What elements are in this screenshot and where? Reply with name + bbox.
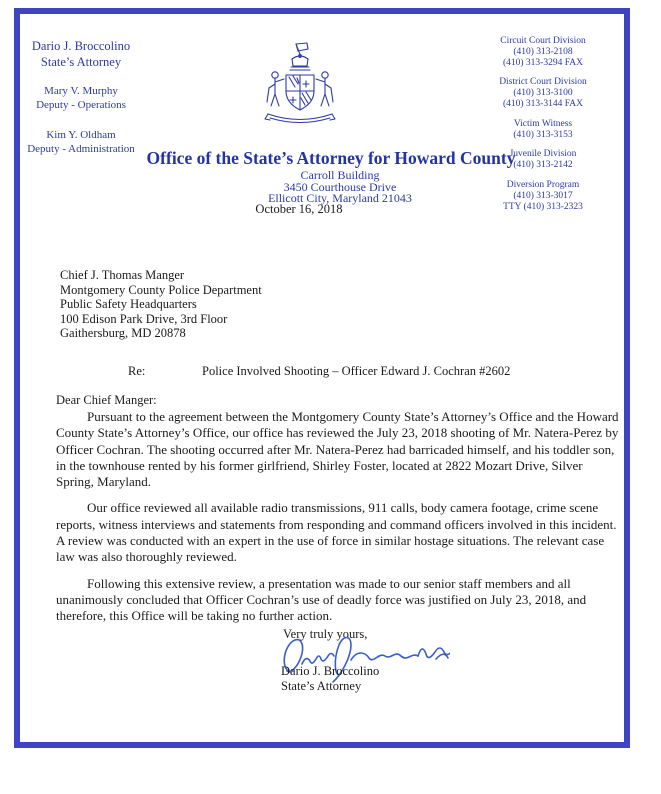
body-paragraph: Following this extensive review, a presentation was made to our senior staff members and all unanimously concluded that Officer Cochran’s use of deadly force was justified on July 23, 2018, and therefore, this Office will be taking no further action.: [56, 575, 587, 624]
division-phone: (410) 313-3017: [513, 190, 573, 201]
official-title: Deputy - Administration: [27, 143, 135, 155]
division-name: Juvenile Division: [509, 149, 577, 160]
official-title: State’s Attorney: [40, 55, 122, 69]
official-name: Mary V. Murphy: [44, 85, 118, 97]
subject-text: Police Involved Shooting – Officer Edward J. Cochran #2602: [202, 364, 511, 378]
division-name: Circuit Court Division: [500, 36, 586, 46]
body-paragraph: Our office reviewed all available radio transmissions, 911 calls, body camera footage, crime scene reports, witness interviews and statements from responding and command officers involved in this incident. A review was conducted with an expert in the use of force in similar hostage situations. The relevant case law was also thoroughly reviewed.: [56, 500, 617, 565]
division-name: Diversion Program: [506, 179, 580, 190]
letter-body: [56, 409, 622, 635]
division-entry: [476, 119, 610, 141]
division-fax: (410) 313-3144 FAX: [502, 98, 584, 109]
division-tty: TTY (410) 313-2323: [503, 201, 583, 212]
recipient-line: Montgomery County Police Department: [60, 282, 262, 297]
office-address-line: Ellicott City, Maryland 21043: [268, 191, 412, 205]
division-name: District Court Division: [499, 77, 587, 88]
division-entry: [476, 36, 610, 68]
division-fax: (410) 313-3294 FAX: [502, 57, 584, 68]
official-entry: [20, 38, 142, 70]
signer-title: State’s Attorney: [281, 679, 362, 693]
subject-label: Re:: [128, 364, 146, 378]
recipient-line: 100 Edison Park Drive, 3rd Floor: [60, 311, 228, 326]
office-address-line: 3450 Courthouse Drive: [283, 179, 397, 194]
valediction: Very truly yours,: [283, 627, 368, 641]
recipient-address: [60, 268, 262, 341]
office-address-line: Carroll Building: [300, 168, 380, 182]
division-entry: [476, 77, 610, 109]
official-name: Dario J. Broccolino: [31, 39, 131, 53]
signer-name: Dario J. Broccolino: [281, 664, 380, 678]
office-title: Office of the State’s Attorney for Howard County: [146, 148, 516, 168]
maryland-coat-of-arms-icon: [256, 42, 344, 134]
division-phone: (410) 313-3153: [513, 129, 573, 140]
division-name: Victim Witness: [513, 118, 573, 129]
division-phone: (410) 313-2108: [513, 46, 573, 57]
recipient-line: Public Safety Headquarters: [60, 297, 197, 312]
division-phone: (410) 313-3100: [513, 88, 573, 99]
body-paragraph: Pursuant to the agreement between the Montgomery County State’s Attorney’s Office and the Howard County State’s Attorney’s Office, our office has reviewed the July 23, 2018 shooting of Mr. Natera-Perez by Officer Cochran. The shooting occurred after Mr. Natera-Perez had barricaded himself, and his toddler son, in the townhouse rented by his former girlfriend, Shirley Foster, located at 2822 Mozart Drive, Silver Spring, Maryland.: [56, 409, 619, 490]
recipient-line: Gaithersburg, MD 20878: [60, 326, 186, 341]
official-name: Kim Y. Oldham: [46, 129, 116, 141]
office-address: [130, 170, 550, 205]
salutation: Dear Chief Manger:: [56, 393, 157, 407]
recipient-line: Chief J. Thomas Manger: [60, 268, 185, 282]
official-entry: [20, 84, 142, 112]
official-title: Deputy - Operations: [36, 99, 126, 111]
subject-line: [128, 364, 510, 379]
division-phone: (410) 313-2142: [513, 160, 573, 171]
letter-date: October 16, 2018: [255, 202, 343, 216]
